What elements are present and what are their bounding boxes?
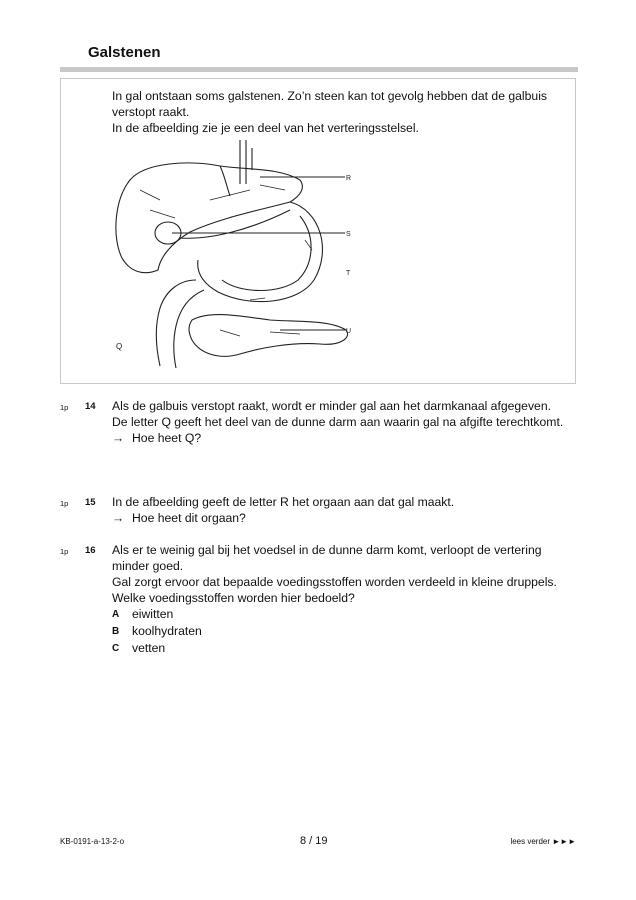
label-u: U bbox=[346, 328, 352, 335]
label-q: Q bbox=[116, 342, 123, 351]
question-prompt: → Hoe heet Q? bbox=[112, 431, 202, 445]
question-line: Gal zorgt ervoor dat bepaalde voedingsstoffen worden verdeeld in kleine druppels. bbox=[112, 575, 557, 589]
question-line: Als er te weinig gal bij het voedsel in de dunne darm komt, verloopt de vertering minder goed. bbox=[112, 543, 542, 573]
intro-line: In gal ontstaan soms galstenen. Zo’n steen kan tot gevolg hebben dat de galbuis verstopt raakt. bbox=[112, 89, 547, 119]
option-letter: C bbox=[112, 643, 120, 654]
points: 1p bbox=[60, 499, 69, 508]
question-line: De letter Q geeft het deel van de dunne darm aan waarin gal na afgifte terechtkomt. bbox=[112, 415, 564, 429]
intro-line: In de afbeelding zie je een deel van het verteringsstelsel. bbox=[112, 121, 419, 135]
option-text: vetten bbox=[132, 641, 166, 655]
duodenum-shape bbox=[198, 202, 323, 302]
next-page-link[interactable]: lees verder ►►► bbox=[510, 837, 576, 846]
question-prompt: → Hoe heet dit orgaan? bbox=[112, 511, 246, 525]
question-line: Welke voedingsstoffen worden hier bedoeld? bbox=[112, 591, 355, 605]
points: 1p bbox=[60, 547, 69, 556]
arrow-icon: → bbox=[112, 431, 125, 445]
label-s: S bbox=[346, 231, 351, 238]
question-number: 14 bbox=[85, 401, 96, 412]
option-letter: A bbox=[112, 609, 120, 620]
bile-duct bbox=[240, 140, 252, 184]
question-line: Als de galbuis verstopt raakt, wordt er minder gal aan het darmkanaal afgegeven. bbox=[112, 399, 551, 413]
arrow-icon: → bbox=[112, 511, 125, 525]
answer-option-a[interactable] bbox=[112, 606, 572, 623]
label-t: T bbox=[346, 270, 351, 277]
question-line: In de afbeelding geeft de letter R het orgaan aan dat gal maakt. bbox=[112, 495, 455, 509]
page-number: 8 / 19 bbox=[300, 835, 328, 847]
option-text: eiwitten bbox=[132, 607, 174, 621]
option-text: koolhydraten bbox=[132, 624, 202, 638]
question-number: 15 bbox=[85, 497, 96, 508]
exam-code: KB-0191-a-13-2-o bbox=[60, 837, 125, 846]
label-r: R bbox=[346, 175, 352, 182]
option-letter: B bbox=[112, 626, 120, 637]
title-rule bbox=[60, 67, 578, 72]
points: 1p bbox=[60, 403, 69, 412]
page-title: Galstenen bbox=[88, 44, 161, 61]
question-number: 16 bbox=[85, 545, 96, 556]
intro-text bbox=[112, 88, 562, 136]
answer-option-b[interactable] bbox=[112, 623, 572, 640]
pancreas-shape bbox=[189, 315, 348, 357]
answer-option-c[interactable] bbox=[112, 640, 572, 657]
digestive-figure bbox=[100, 140, 370, 370]
